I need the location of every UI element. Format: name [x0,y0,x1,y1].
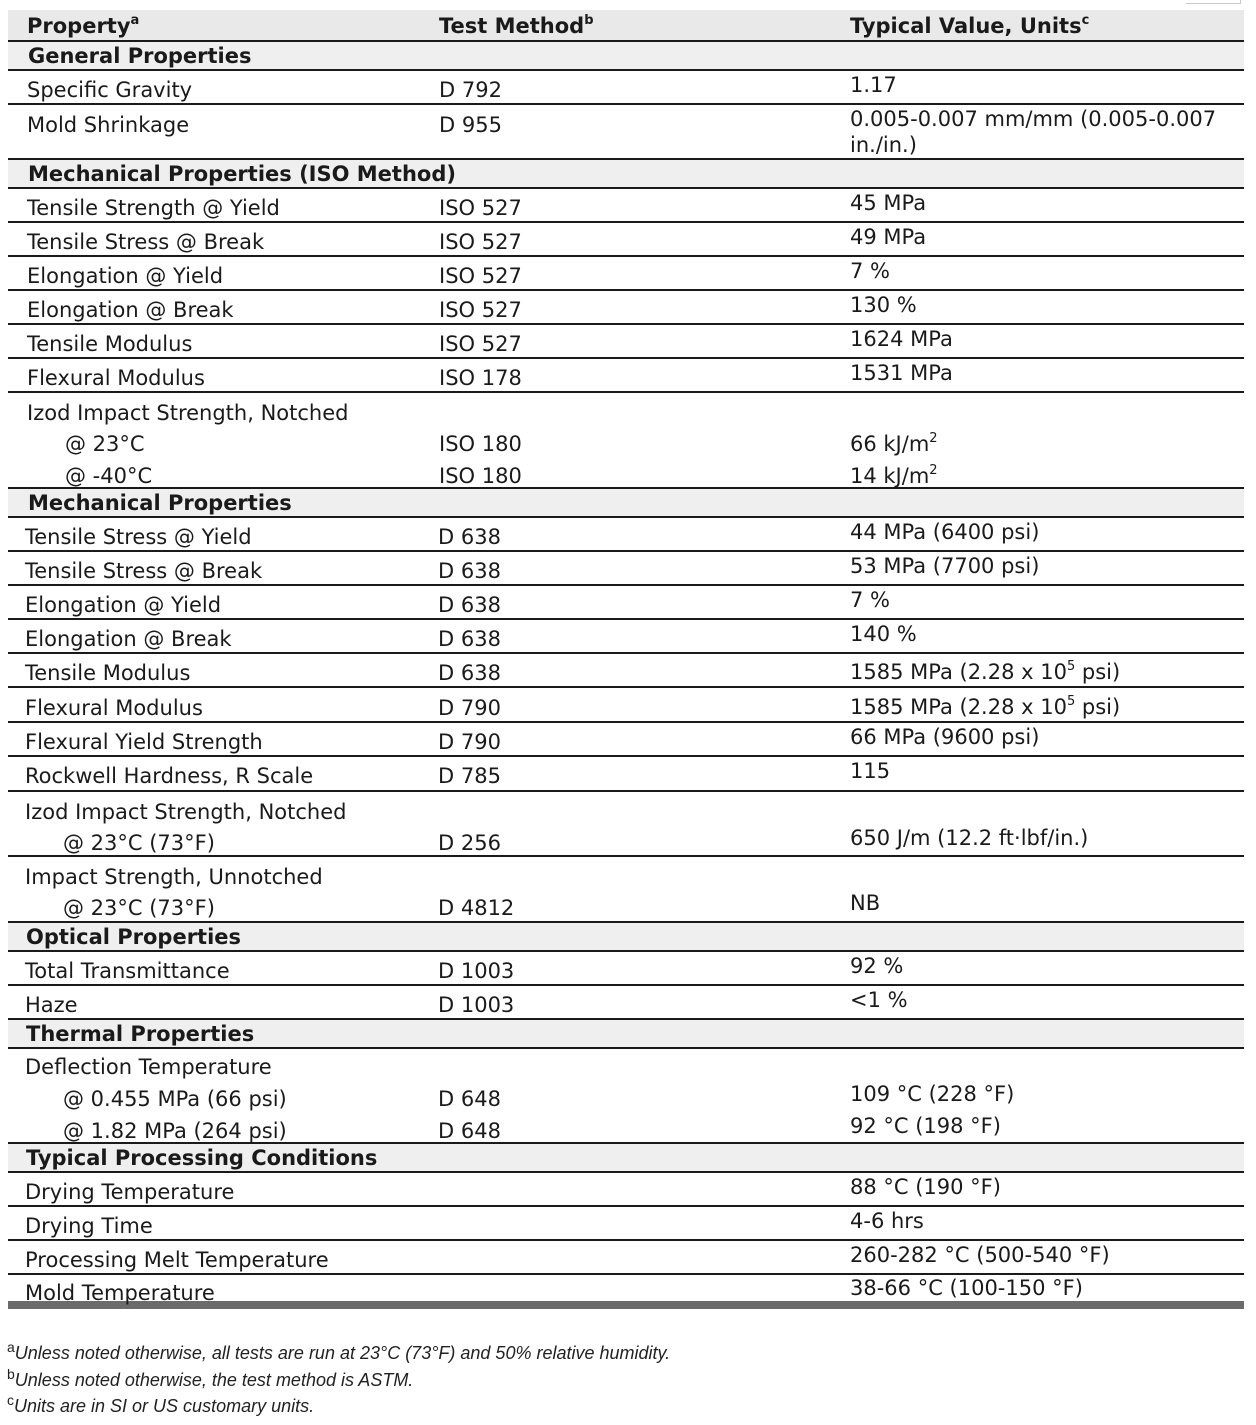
table-header [8,10,1244,42]
footnote-b: $^b$Unless noted otherwise, the test method is ASTM. [7,1365,414,1390]
table-row: Tensile Stress @ Yield D 638 44 MPa (6400 psi) [8,518,1244,552]
table-row: Mold Temperature 38-66 °C (100-150 °F) [25,1276,1083,1305]
section-optical: Optical Properties [8,923,1244,952]
table-row: Drying Temperature 88 °C (190 °F) [8,1173,1244,1207]
section-processing: Typical Processing Conditions [8,1144,1244,1173]
footnote-c: $^c$Units are in SI or US customary units. [7,1392,315,1416]
table-row: Flexural Modulus ISO 178 1531 MPa [8,359,1244,393]
section-general: General Properties [8,42,1244,71]
table-row: Flexural Yield Strength D 790 66 MPa (9600 psi) [8,723,1244,757]
footnotes [7,1340,1207,1420]
table-row: Haze D 1003 <1 % [8,986,1244,1020]
header-test-method: Test Method$^b$ [439,13,594,38]
table-row-deflection: Deflection Temperature @ 0.455 MPa (66 psi) D 648 109 °C (228 °F) @ 1.82 MPa (264 psi) D 648 92 °C (198 °F) [8,1049,1244,1144]
table-row: Tensile Strength @ Yield ISO 527 45 MPa [8,189,1244,223]
header-property: Property$^a$ [27,13,140,38]
table-row: Specific Gravity D 792 1.17 [8,71,1244,105]
table-row: Tensile Stress @ Break ISO 527 49 MPa [8,223,1244,257]
table-row: Elongation @ Yield D 638 7 % [8,586,1244,620]
section-thermal: Thermal Properties [8,1020,1244,1049]
table-row: Total Transmittance D 1003 92 % [8,952,1244,986]
table-row: Tensile Modulus D 638 1585 MPa (2.28 x $10^5$ psi) [8,654,1244,688]
footnote-a: $^a$Unless noted otherwise, all tests are run at 23°C (73°F) and 50% relative humidity. [7,1339,671,1363]
table-row: Rockwell Hardness, R Scale D 785 115 [8,757,1244,792]
section-mechanical-iso: Mechanical Properties (ISO Method) [8,160,1244,189]
table-row: Processing Melt Temperature 260-282 °C (500-540 °F) [8,1241,1244,1275]
section-mechanical: Mechanical Properties [8,489,1244,518]
table-row: Elongation @ Break ISO 527 130 % [8,291,1244,325]
table-row-izod: Izod Impact Strength, Notched @ 23°C (73°F) D 256 650 J/m (12.2 ft·lbf/in.) [8,792,1244,857]
table-row: Elongation @ Break D 638 140 % [8,620,1244,654]
table-row: Tensile Stress @ Break D 638 53 MPa (7700 psi) [8,552,1244,586]
corner-mark [1186,0,1241,4]
table-row: Elongation @ Yield ISO 527 7 % [8,257,1244,291]
table-row: Mold Shrinkage D 955 0.005-0.007 mm/mm (0.005-0.007 in./in.) [8,105,1244,160]
header-typical-value: Typical Value, Units$^c$ [850,13,1090,38]
table-row: Tensile Modulus ISO 527 1624 MPa [8,325,1244,359]
properties-table [8,10,1244,1309]
table-row: Drying Time 4-6 hrs [8,1207,1244,1241]
table-row-unnotched: Impact Strength, Unnotched @ 23°C (73°F) D 4812 NB [8,857,1244,923]
table-row: Flexural Modulus D 790 1585 MPa (2.28 x $10^5$ psi) [8,688,1244,723]
table-row-izod-iso: Izod Impact Strength, Notched @ 23°C ISO 180 66 $kJ/m^2$ @ -40°C ISO 180 14 $kJ/m^2$ [8,393,1244,489]
